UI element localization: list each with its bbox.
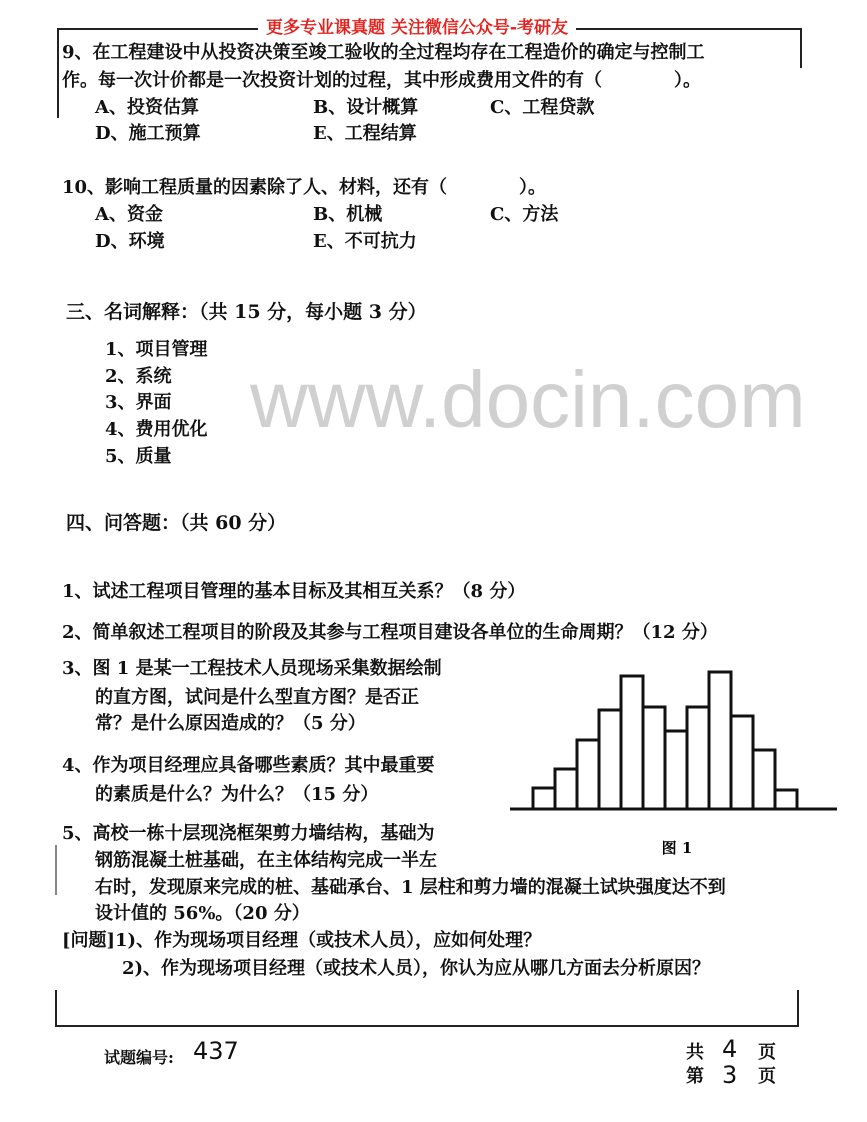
histogram-bar-2 xyxy=(555,769,577,809)
total-pages-suffix: 页 xyxy=(758,1042,776,1063)
q9-option-e: E、工程结算 xyxy=(313,123,417,144)
s4-q5-line4: 设计值的 56%。（20 分） xyxy=(95,903,310,924)
histogram-bar-3 xyxy=(577,740,599,809)
s4-q3-line3: 常？是什么原因造成的？（5 分） xyxy=(95,713,366,734)
s4-q1: 1、试述工程项目管理的基本目标及其相互关系？（8 分） xyxy=(62,581,526,602)
histogram-bar-10 xyxy=(731,716,753,809)
histogram-bar-6 xyxy=(643,707,665,809)
histogram-bar-5 xyxy=(621,676,643,809)
histogram-bar-9 xyxy=(709,672,731,809)
exam-code-value: 437 xyxy=(193,1037,239,1065)
histogram-bars xyxy=(533,672,797,809)
total-pages-prefix: 共 xyxy=(686,1042,704,1063)
watermark: www.docin.com xyxy=(250,355,806,444)
promo-banner: 更多专业课真题 关注微信公众号-考研友 xyxy=(258,16,576,40)
frame-bottom-left xyxy=(55,990,57,1026)
s4-problem1: [问题]1)、作为现场项目经理（或技术人员），应如何处理？ xyxy=(62,930,542,951)
histogram-bar-8 xyxy=(687,707,709,809)
q10-option-d: D、环境 xyxy=(95,231,165,252)
s4-q5-line2: 钢筋混凝土桩基础，在主体结构完成一半左 xyxy=(95,850,437,871)
term-item: 2、系统 xyxy=(105,366,172,387)
s4-q4-line1: 4、作为项目经理应具备哪些素质？其中最重要 xyxy=(62,755,435,776)
section3-title: 三、名词解释：（共 15 分，每小题 3 分） xyxy=(66,301,427,323)
s4-q3-line2: 的直方图，试问是什么型直方图？是否正 xyxy=(95,687,419,708)
q9-option-d: D、施工预算 xyxy=(95,123,201,144)
q9-option-a: A、投资估算 xyxy=(95,97,199,118)
figure-caption: 图 1 xyxy=(661,839,693,857)
s4-q2: 2、简单叙述工程项目的阶段及其参与工程项目建设各单位的生命周期？（12 分） xyxy=(62,622,718,643)
q10-option-a: A、资金 xyxy=(95,204,163,225)
s4-q3-line1: 3、图 1 是某一工程技术人员现场采集数据绘制 xyxy=(62,658,442,679)
q10-option-b: B、机械 xyxy=(313,204,383,225)
q9-option-c: C、工程贷款 xyxy=(490,97,595,118)
s4-q5-line3: 右时，发现原来完成的桩、基础承台、1 层柱和剪力墙的混凝土试块强度达不到 xyxy=(95,877,726,898)
histogram-figure xyxy=(505,660,840,860)
section4-title: 四、问答题：（共 60 分） xyxy=(66,512,287,534)
current-page-suffix: 页 xyxy=(758,1066,776,1087)
term-item: 4、费用优化 xyxy=(105,419,208,440)
s4-q4-line2: 的素质是什么？为什么？（15 分） xyxy=(95,784,379,805)
q9-line1: 9、在工程建设中从投资决策至竣工验收的全过程均存在工程造价的确定与控制工 xyxy=(62,42,705,63)
current-page-prefix: 第 xyxy=(686,1066,704,1087)
q10-option-e: E、不可抗力 xyxy=(313,231,417,252)
total-pages-number: 4 xyxy=(722,1035,738,1063)
histogram-bar-4 xyxy=(599,710,621,809)
q9-line2: 作。每一次计价都是一次投资计划的过程，其中形成费用文件的有（ ）。 xyxy=(62,70,701,91)
histogram-bar-11 xyxy=(753,750,775,809)
q10-option-c: C、方法 xyxy=(490,204,559,225)
exam-code-label: 试题编号: xyxy=(104,1048,174,1067)
histogram-bar-12 xyxy=(775,790,797,809)
s4-problem2: 2)、作为现场项目经理（或技术人员），你认为应从哪几方面去分析原因？ xyxy=(122,958,711,979)
frame-left-line-lower xyxy=(55,845,57,895)
s4-q5-line1: 5、高校一栋十层现浇框架剪力墙结构，基础为 xyxy=(62,823,435,844)
frame-right-line xyxy=(800,28,802,68)
current-page-number: 3 xyxy=(722,1061,738,1089)
histogram-bar-7 xyxy=(665,731,687,809)
term-item: 5、质量 xyxy=(105,446,172,467)
term-item: 1、项目管理 xyxy=(105,339,208,360)
frame-left-line xyxy=(57,28,59,118)
term-item: 3、界面 xyxy=(105,392,172,413)
frame-bottom-right xyxy=(797,990,799,1027)
q10-line1: 10、影响工程质量的因素除了人、材料，还有（ ）。 xyxy=(62,177,547,198)
histogram-bar-1 xyxy=(533,788,555,809)
q9-option-b: B、设计概算 xyxy=(313,97,419,118)
frame-bottom-line xyxy=(55,1025,799,1027)
